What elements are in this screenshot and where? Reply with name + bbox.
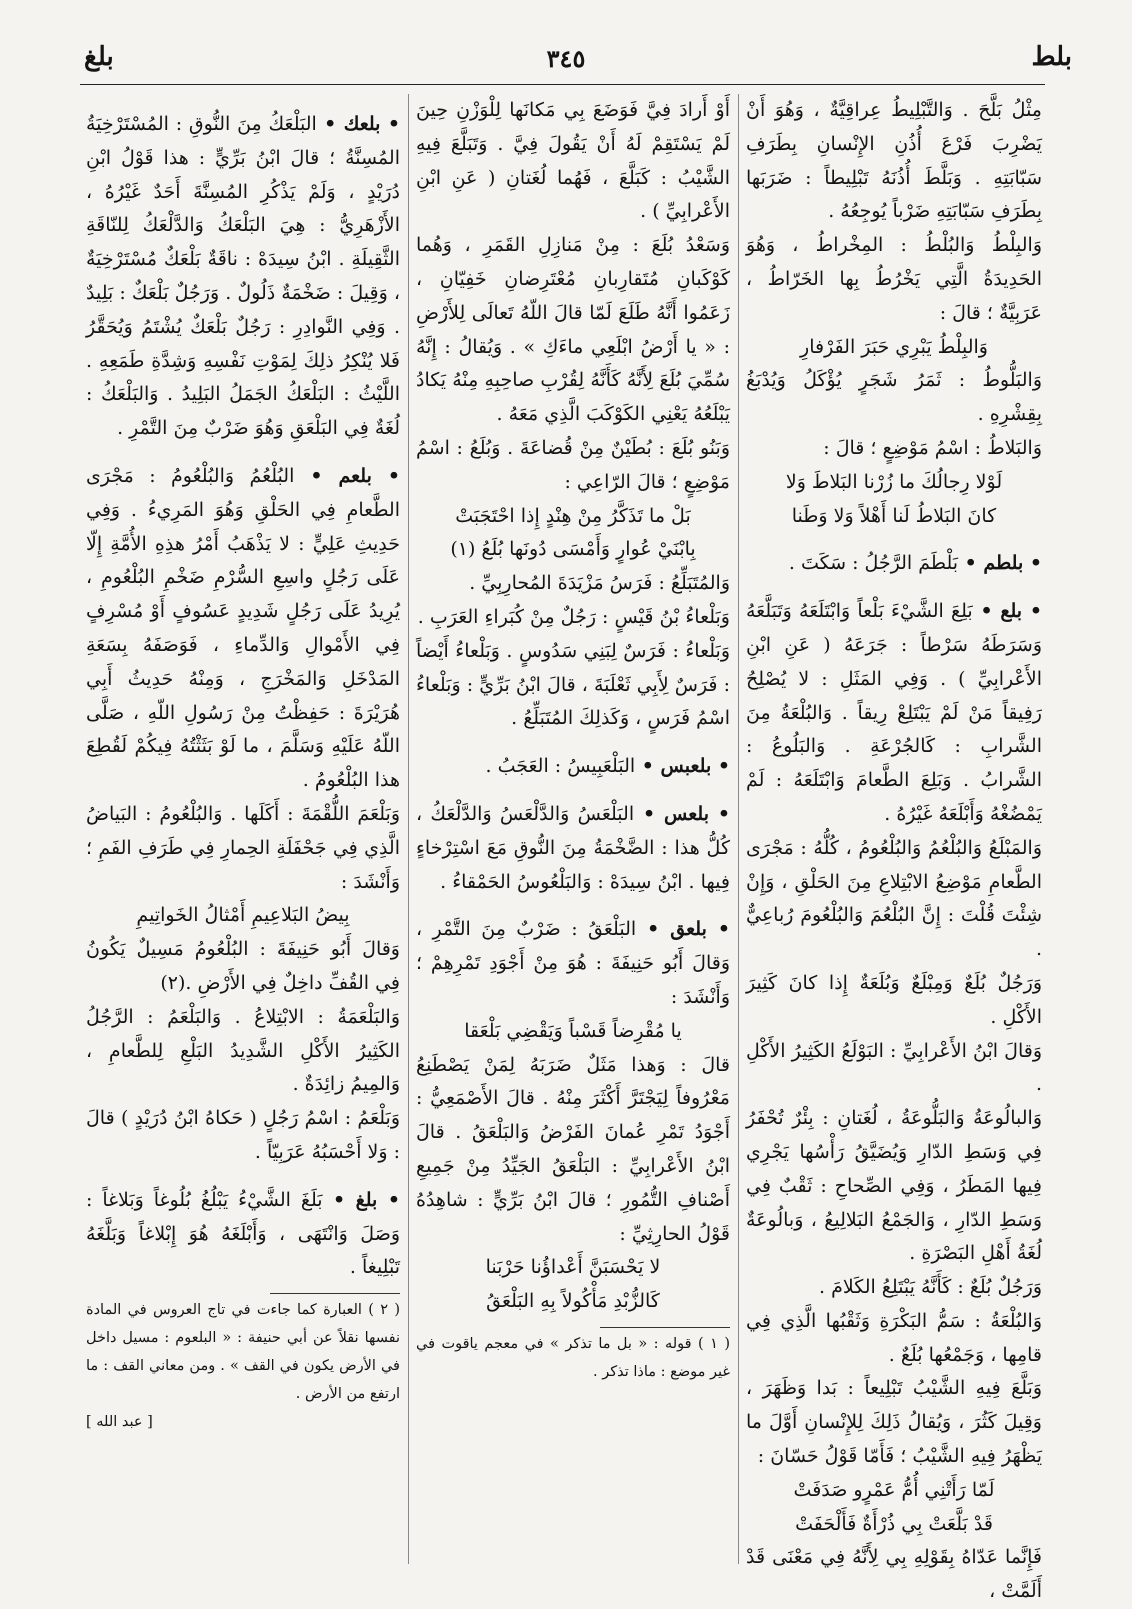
paragraph: وَالمُتَبَلِّعُ : فَرَسُ مَزْيَدَةَ المُحارِبِيِّ . [469, 572, 730, 595]
paragraph: وَسَعْدُ بُلَعَ : مِنْ مَنازِلِ القَمَرِ ، وَهُما كَوْكَبانِ مُتَقارِبانِ مُعْتَرِضانِ خَفِيّانِ ، زَعَمُوا أَنَّهُ طَلَعَ لَمّا قالَ اللّهُ تَعالَى لِلأَرْضِ : « يا أَرْضُ ابْلَعِي ماءَكِ » . وَيُقالُ : إِنَّهُ سُمِّيَ بُلَعَ لِأَنَّهُ كَأَنَّهُ لِقُرْبِ صاحِبِهِ مِنْهُ يَكادُ يَبْلَعُهُ يَعْنِي الكَوْكَبَ الَّذِي مَعَهُ . [416, 234, 730, 426]
dictionary-entry [416, 798, 730, 899]
verse-line [416, 533, 730, 567]
entry-headword: • بلعس • [634, 802, 730, 825]
verse-text: وَالبِلْطُ يَبْرِي حَبَرَ الفَرْفارِ [800, 335, 988, 358]
entry-text: البُلْعُمُ وَالبُلْعُومُ : مَجْرَى الطَّعامِ فِي الحَلْقِ وَهُوَ المَرِيءُ . وَفِي حَدِيثِ عَلِيٍّ : لا يَذْهَبُ أَمْرُ هذِهِ الأُمَّةِ إِلّا عَلَى رَجُلٍ واسِعِ السُّرْمِ ضَخْمِ البُلْعُومِ ، يُرِيدُ عَلَى رَجُلٍ شَدِيدٍ عَسُوفٍ أَوْ مُسْرِفٍ فِي الأَمْوالِ وَالدِّماءِ ، فَوَصَفَهُ بِسَعَةِ المَدْخَلِ وَالمَخْرَجِ ، وَمِنْهُ حَدِيثُ أَبِي هُرَيْرَةَ : حَفِظْتُ مِنْ رَسُولِ اللّهِ ، صَلَّى اللّهُ عَلَيْهِ وَسَلَّمَ ، ما لَوْ بَثَثْتُهُ فِيكُمْ لَقُطِعَ هذا البُلْعُومُ . [86, 464, 400, 792]
dictionary-entry [746, 595, 1042, 832]
entry-headword: • بلعق • [636, 918, 730, 941]
paragraph: وَبَلْعاءُ : فَرَسٌ لِبَنِي سَدُوسٍ . وَبَلْعاءُ أَيْضاً : فَرَسٌ لِأَبِي ثَعْلَبَةَ ، قالَ ابْنُ بَرِّيٍّ : وَبَلْعاءُ اسْمُ فَرَسٍ ، وَكَذلِكَ المُتَبَلِّعُ . [416, 639, 730, 730]
verse-text: لا يَحْسَبَنَّ أَعْداؤُنا حَرْبَنا [485, 1256, 661, 1279]
footnote-rule [600, 1327, 730, 1328]
dictionary-entry [86, 460, 400, 798]
entry-headword: • بلطم • [958, 552, 1042, 575]
footnote: ( ٢ ) العبارة كما جاءت في تاج العروس في المادة نفسها نقلاً عن أبي حنيفة : « البلعوم : مسيل داخل في الأرض يكون في القف » . ومن معاني القف : ما ارتفع من الأرض . [86, 1302, 400, 1403]
verse-text: لَمّا رَأَتْنِي أُمُّ عَمْرٍو صَدَفَتْ [793, 1478, 995, 1501]
page-number: ٣٤٥ [546, 44, 586, 73]
verse-text: بِيضُ البَلاعِيمِ أَمْثالُ الخَواتِيمِ [136, 904, 350, 927]
column-divider [738, 94, 739, 1564]
dictionary-entry [746, 547, 1042, 581]
dictionary-entry [416, 913, 730, 1014]
entry-headword: • بلعبس • [635, 755, 730, 778]
footnote-signature: [ عبد الله ] [86, 1414, 153, 1431]
verse-line [746, 466, 1042, 500]
paragraph: وَبَلْعَمَ اللُّقْمَةَ : أَكَلَها . وَالبُلْعُومُ : البَياضُ الَّذِي فِي جَحْفَلَةِ الحِمارِ فِي طَرَفِ الفَمِ ؛ وَأَنْشَدَ : [86, 802, 400, 893]
verse-line [416, 1285, 730, 1319]
verse-text: كَالزُّبْدِ مَأْكُولاً بِهِ البَلْعَقُ [486, 1290, 660, 1313]
paragraph: وَقالَ ابْنُ الأَعْرابِيِّ : البَوْلَعُ الكَثِيرُ الأَكْلِ . [746, 1039, 1042, 1096]
header-right-word: بلط [1031, 42, 1072, 72]
paragraph: وَالمَبْلَعُ وَالبُلْعُمُ وَالبُلْعُومُ ، كُلُّهُ : مَجْرَى الطَّعامِ مَوْضِعُ الابْتِلاعِ مِنَ الحَلْقِ ، وَإِنْ شِئْتَ قُلْتَ : إِنَّ البُلْعُمَ وَالبُلْعُومَ رُباعِيٌّ . [746, 836, 1042, 961]
paragraph: وَرَجُلٌ بُلَعٌ : كَأَنَّهُ يَبْتَلِعُ الكَلامَ . [819, 1276, 1042, 1299]
header-rule [80, 84, 1045, 85]
paragraph: وَبَنُو بُلَعَ : بُطَيْنٌ مِنْ قُضاعَةَ . وَبُلَعُ : اسْمُ مَوْضِعٍ ؛ قالَ الرّاعِي : [416, 436, 730, 493]
entry-text: البَلْعَسُ وَالدَّلْعَسُ وَالدَّلْعَكُ ، كُلُّ هذا : الضَّخْمَةُ مِنَ النُّوقِ مَعَ اسْتِرْخاءٍ فِيها . ابْنُ سِيدَهْ : وَالبَلْعُوسُ الحَمْقاءُ . [416, 802, 730, 893]
verse-line [86, 899, 400, 933]
entry-text: بَلَغَ الشَّيْءُ يَبْلُغُ بُلُوغاً وَبَلاغاً : وَصَلَ وَانْتَهَى ، وَأَبْلَغَهُ هُوَ إِبْلاغاً وَبَلَّغَهُ تَبْلِيغاً . [86, 1188, 400, 1279]
verse-text: بَلْ ما تَذَكَّرُ مِنْ هِنْدٍ إِذا احْتَجَبَتْ [455, 504, 691, 527]
paragraph: وَالبالُوعَةُ وَالبَلُّوعَةُ ، لُغَتانِ : بِئْرٌ تُحْفَرُ فِي وَسَطِ الدّارِ وَيُضَيَّقُ رَأْسُها يَجْرِي فِيها المَطَرُ ، وَفِي الصِّحاحِ : ثَقْبٌ فِي وَسَطِ الدّارِ ، وَالجَمْعُ البَلالِيعُ ، وَبالُوعَةٌ لُغَةُ أَهْلِ البَصْرَةِ . [746, 1107, 1042, 1265]
paragraph: وَالبَلاطُ : اسْمُ مَوْضِعٍ ؛ قالَ : [823, 436, 1042, 459]
paragraph: أَوْ أَرادَ فِيَّ فَوَضَعَ بِي مَكانَها لِلْوَزْنِ حِينَ لَمْ يَسْتَقِمْ لَهُ أَنْ يَقُولَ فِيَّ . وَتَبَلَّعَ فِيهِ الشَّيْبُ : كَبَلَّعَ ، فَهُما لُغَتانِ ( عَنِ ابْنِ الأَعْرابِيِّ ) . [416, 99, 730, 223]
dictionary-entry [86, 108, 400, 446]
verse-text: لَوْلا رِجالُكَ ما زُرْنا البَلاطَ وَلا [785, 470, 1003, 493]
paragraph: وَالبَلُّوطُ : ثَمَرُ شَجَرٍ يُؤْكَلُ وَيُدْبَغُ بِقِشْرِهِ . [746, 369, 1042, 426]
verse-line [746, 331, 1042, 365]
entry-text: البَلْعَبِيسُ : العَجَبُ . [485, 755, 636, 778]
column-left [82, 94, 404, 1564]
verse-line [416, 1015, 730, 1049]
footnote-rule [270, 1293, 400, 1294]
column-right [742, 94, 1046, 1603]
entry-text: البَلْعَكُ مِنَ النُّوقِ : المُسْتَرْخِيَةُ المُسِنَّةُ ؛ قالَ ابْنُ بَرِّيٍّ : هذا قَوْلُ ابْنِ دُرَيْدٍ ، وَلَمْ يَذْكُرِ المُسِنَّةَ أَحَدٌ غَيْرُهُ ، الأَزْهَرِيُّ : هِيَ البَلْعَكُ وَالدَّلْعَكُ لِلنّاقَةِ الثَّقِيلَةِ . ابْنُ سِيدَهْ : ناقَةٌ بَلْعَكٌ مُسْتَرْخِيَةٌ ، وَقِيلَ : ضَخْمَةٌ ذَلُولٌ . وَرَجُلٌ بَلْعَكٌ : بَلِيدٌ . وَفِي النَّوادِرِ : رَجُلٌ بَلْعَكٌ يُشْتَمُ وَيُحَقَّرُ فَلا يُنْكِرُ ذلِكَ لِمَوْتِ نَفْسِهِ وَشِدَّةِ طَمَعِهِ . اللَّيْثُ : البَلْعَكُ الجَمَلُ البَلِيدُ . وَالبَلْعَكُ : لُغَةٌ فِي البَلْعَقِ وَهُوَ ضَرْبٌ مِنَ التَّمْرِ . [86, 113, 400, 440]
paragraph: وَرَجُلٌ بُلَعٌ وَمِبْلَعٌ وَبُلَعَةٌ إِذا كانَ كَثِيرَ الأَكْلِ . [746, 971, 1042, 1028]
paragraph: وَبَلْعاءُ بْنُ قَيْسٍ : رَجُلٌ مِنْ كُبَراءِ العَرَبِ . [417, 605, 730, 628]
paragraph: قالَ : وَهذا مَثَلٌ ضَرَبَهُ لِمَنْ يَصْطَنِعُ مَعْرُوفاً لِيَجْتَرَّ أَكْثَرَ مِنْهُ . قالَ الأَصْمَعِيُّ : أَجْوَدُ تَمْرِ عُمانَ الفَرْضُ وَالبَلْعَقُ . قالَ ابْنُ الأَعْرابِيِّ : البَلْعَقُ الجَيِّدُ مِنْ جَمِيعِ أَصْنافِ التُّمُورِ ؛ قالَ ابْنُ بَرِّيٍّ : شاهِدُهُ قَوْلُ الحارِثِيِّ : [416, 1053, 730, 1245]
footnote: ( ١ ) قوله : « بل ما تذكر » في معجم ياقوت في غير موضع : ماذا تذكر . [416, 1335, 730, 1380]
entry-headword: • بلعك • [316, 113, 400, 135]
column-middle [412, 94, 734, 1564]
entry-headword: • بلع • [972, 600, 1042, 623]
paragraph: وَبَلْعَمُ : اسْمُ رَجُلٍ ( حَكاهُ ابْنُ دُرَيْدٍ ) قالَ : وَلا أَحْسَبُهُ عَرَبِيّاً . [86, 1107, 400, 1163]
entry-text: البَلْعَقُ : ضَرْبٌ مِنَ التَّمْرِ ، وَقالَ أَبُو حَنِيفَةَ : هُوَ مِنْ أَجْوَدِ تَمْرِهِمْ ؛ وَأَنْشَدَ : [416, 918, 730, 1008]
verse-line [746, 1474, 1042, 1508]
paragraph: فَإِنَّما عَدّاهُ بِقَوْلِهِ بِي لِأَنَّهُ فِي مَعْنَى قَدْ أَلَمَّتْ ، [746, 1546, 1042, 1603]
verse-text: قَدْ بَلَّعَتْ بِي ذُرْأَةٌ فَأَلْحَفَتْ [795, 1512, 993, 1535]
paragraph: وَقالَ أَبُو حَنِيفَةَ : البُلْعُومُ مَسِيلٌ يَكُونُ فِي القُفِّ داخِلٌ فِي الأَرْضِ .(٢) [86, 938, 400, 994]
paragraph: وَالبُلْعَةُ : سَمُّ البَكْرَةِ وَثَقْبُها الَّذِي فِي قامِها ، وَجَمْعُها بُلَعٌ . [746, 1309, 1042, 1366]
verse-line [416, 500, 730, 534]
verse-text: بِابْنَيْ عُوارٍ وَأَمْسَى دُونَها بُلَعُ (١) [450, 538, 696, 561]
verse-line [746, 1508, 1042, 1542]
paragraph: وَالبَلْعَمَةُ : الابْتِلاعُ . وَالبَلْعَمُ : الرَّجُلُ الكَثِيرُ الأَكْلِ الشَّدِيدُ البَلْعِ لِلطَّعامِ ، وَالمِيمُ زائِدَةٌ . [86, 1005, 400, 1096]
entry-text: بَلِعَ الشَّيْءَ بَلْعاً وَابْتَلَعَهُ وَتَبَلَّعَهُ وَسَرَطَهُ سَرْطاً : جَرَعَهُ ( عَنِ ابْنِ الأَعْرابِيِّ ) . وَفِي المَثَلِ : لا يُصْلِحُ رَفِيقاً مَنْ لَمْ يَبْتَلِعْ رِيقاً . وَالبُلْعَةُ مِنَ الشَّرابِ : كَالجُرْعَةِ . وَالبَلُوعُ : الشَّرابُ . وَبَلِعَ الطَّعامَ وَابْتَلَعَهُ : لَمْ يَمْضُغْهُ وَأَبْلَعَهُ غَيْرُهُ . [746, 600, 1042, 825]
verse-line [416, 1251, 730, 1285]
paragraph: وَالبِلْطُ وَالبُلْطُ : المِخْراطُ ، وَهُوَ الحَدِيدَةُ الَّتِي يَخْرُطُ بِها الخَرّاطُ ، عَرَبِيَّةٌ ؛ قالَ : [746, 234, 1042, 324]
column-divider [408, 94, 409, 1564]
verse-line [746, 500, 1042, 534]
dictionary-entry [86, 1184, 400, 1285]
header-left-word: بلغ [84, 42, 114, 72]
paragraph: وَبَلَّعَ فِيهِ الشَّيْبُ تَبْلِيعاً : بَدا وَظَهَرَ ، وَقِيلَ كَثُرَ ، وَيُقالُ ذَلِكَ لِلإِنْسانِ أَوَّلَ ما يَظْهَرُ فِيهِ الشَّيْبُ ؛ فَأَمّا قَوْلُ حَسّانَ : [746, 1377, 1042, 1468]
entry-text: بَلْطَمَ الرَّجُلُ : سَكَتَ . [788, 552, 959, 575]
entry-headword: • بلعم • [294, 464, 400, 487]
verse-text: كانَ البَلاطُ لَنا أَهْلاً وَلا وَطَنا [791, 504, 997, 527]
entry-headword: • بلغ • [322, 1188, 400, 1211]
dictionary-entry [416, 750, 730, 784]
verse-text: يا مُقْرِضاً قَسْباً وَيَقْضِي بَلْعَقا [464, 1019, 682, 1042]
paragraph: مِثْلُ بَلَّحَ . وَالتَّبْلِيطُ عِراقِيَّةٌ ، وَهُوَ أَنْ يَضْرِبَ فَرْعَ أُذُنِ الإِنْسانِ بِطَرَفِ سَبّابَتِهِ . وَبَلَّطَ أُذُنَهُ تَبْلِيطاً : ضَرَبَها بِطَرَفِ سَبّابَتِهِ ضَرْباً يُوجِعُهُ . [746, 99, 1042, 223]
